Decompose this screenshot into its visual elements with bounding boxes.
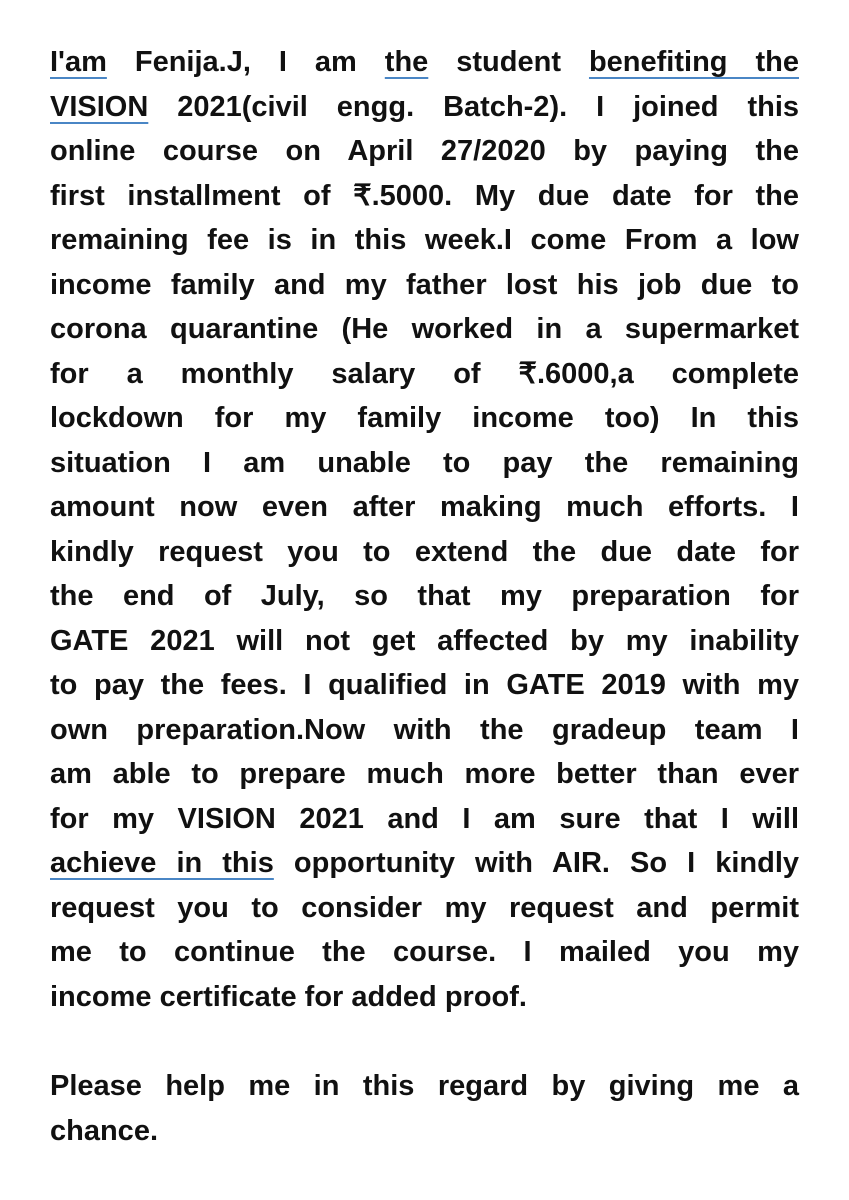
text-line: [50, 530, 799, 575]
text-segment: request you to consider my request and permit: [50, 891, 799, 924]
text-line: [50, 1064, 799, 1109]
text-segment: online course on April 27/2020 by paying the: [50, 135, 799, 167]
text-line: [50, 574, 799, 619]
text-segment: situation I am unable to pay the remaining: [50, 446, 799, 479]
text-line: [50, 85, 799, 130]
text-line: [50, 441, 799, 486]
text-segment: the end of July, so that my preparation for: [50, 580, 799, 612]
text-segment: remaining fee is in this week.I come From a low: [50, 224, 799, 256]
text-segment: 2021(civil engg. Batch-2). I joined this: [148, 90, 799, 123]
underlined-text: I'am: [50, 46, 107, 78]
text-line: [50, 752, 799, 797]
text-segment: am able to prepare much more better than ever: [50, 758, 799, 790]
underlined-text: the: [384, 46, 429, 78]
text-line: [50, 708, 799, 753]
text-line: [50, 930, 799, 975]
text-segment: Please help me in this regard by giving me a: [50, 1070, 799, 1102]
text-line: [50, 485, 799, 530]
text-segment: for my VISION 2021 and I am sure that I will: [50, 802, 799, 835]
text-line: [50, 129, 799, 174]
text-segment: for a monthly salary of ₹.6000,a complete: [50, 357, 799, 390]
underlined-text: VISION: [50, 90, 149, 123]
text-line: [50, 40, 799, 85]
text-line: [50, 352, 799, 397]
text-line: [50, 886, 799, 931]
text-segment: amount now even after making much efforts. I: [50, 491, 799, 523]
text-line: [50, 396, 799, 441]
text-segment: own preparation.Now with the gradeup team I: [50, 713, 799, 746]
letter-paragraph-2: [50, 1064, 799, 1153]
text-segment: kindly request you to extend the due date for: [50, 535, 799, 568]
text-line: [50, 1109, 799, 1154]
text-segment: GATE 2021 will not get affected by my inability: [50, 624, 799, 657]
text-line: [50, 975, 799, 1020]
text-segment: Fenija.J, I am: [106, 46, 385, 78]
text-line: [50, 174, 799, 219]
text-line: [50, 663, 799, 708]
underlined-text: achieve in this: [50, 847, 274, 879]
text-line: [50, 263, 799, 308]
letter-paragraph-1: [50, 40, 799, 1019]
text-segment: to pay the fees. I qualified in GATE 2019 with my: [50, 669, 799, 701]
text-line: [50, 797, 799, 842]
text-line: [50, 619, 799, 664]
text-line: [50, 218, 799, 263]
text-segment: me to continue the course. I mailed you my: [50, 936, 799, 968]
text-line: [50, 841, 799, 886]
text-segment: lockdown for my family income too) In this: [50, 402, 799, 434]
underlined-text: benefiting the: [588, 46, 799, 78]
text-segment: first installment of ₹.5000. My due date for the: [50, 179, 799, 212]
text-line: [50, 307, 799, 352]
text-segment: corona quarantine (He worked in a supermarket: [50, 313, 799, 345]
text-segment: income family and my father lost his job due to: [50, 268, 799, 301]
text-segment: income certificate for added proof.: [50, 980, 527, 1013]
text-segment: opportunity with AIR. So I kindly: [273, 847, 799, 879]
text-segment: student: [428, 46, 589, 78]
text-segment: chance.: [50, 1114, 158, 1147]
